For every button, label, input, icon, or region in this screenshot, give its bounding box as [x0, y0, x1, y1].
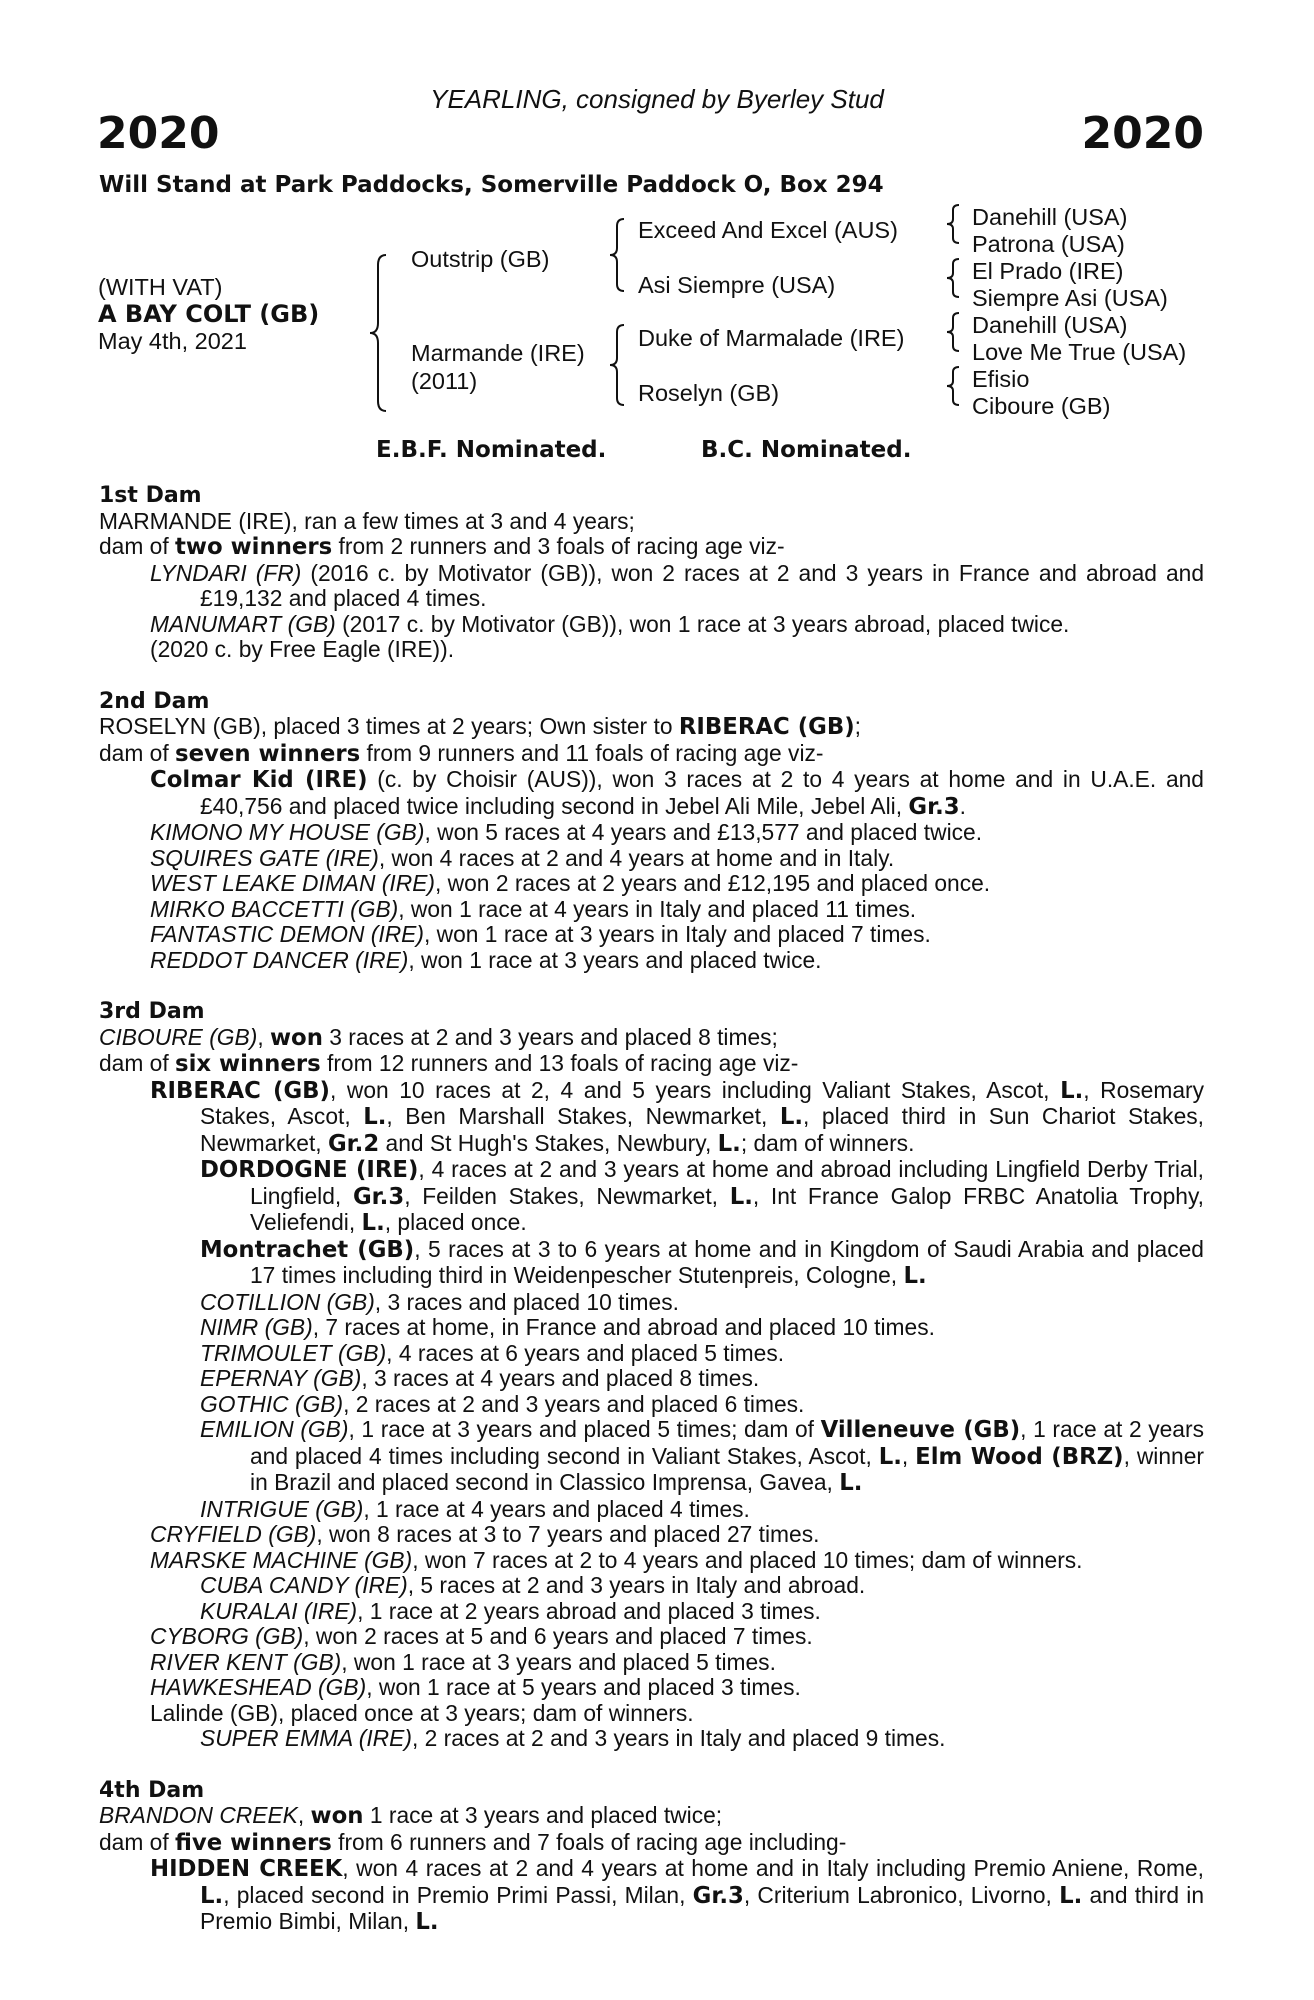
text: and third in Premio Bimbi, Milan, — [200, 1881, 1204, 1934]
dam-heading: 3rd Dam — [99, 999, 205, 1024]
italic-text: SQUIRES GATE (IRE) — [150, 844, 379, 871]
text: , Ben Marshall Stakes, Newmarket, — [386, 1103, 780, 1129]
pedigree-brace-g2 — [944, 257, 962, 299]
record-entry — [99, 1830, 1204, 1857]
sale-year-right: 2020 — [1081, 108, 1204, 159]
ancestor-6: Love Me True (USA) — [972, 339, 1187, 365]
stabling-location: Will Stand at Park Paddocks, Somerville Paddock O, Box 294 — [99, 172, 884, 198]
italic-text: GOTHIC (GB) — [200, 1390, 344, 1417]
text: from 9 runners and 11 foals of racing age viz- — [360, 739, 824, 766]
record-entry — [99, 767, 1204, 820]
italic-text: MARSKE MACHINE (GB) — [150, 1546, 413, 1573]
text: . — [959, 792, 966, 819]
bold-text: DORDOGNE (IRE) — [200, 1157, 419, 1183]
text: (c. by Choisir (AUS)), won 3 races at 2 to 4 years at home and in U.A.E. and £40,756 and placed twice including second in Jebel Ali Mile, Jebel Ali, — [200, 766, 1204, 819]
italic-text: HAWKESHEAD (GB) — [150, 1674, 367, 1700]
text: , 2 races at 2 and 3 years in Italy and placed 9 times. — [411, 1725, 946, 1751]
text: , 4 races at 2 and 3 years at home and abroad including Lingfield Derby Trial, Lingfield, — [250, 1156, 1204, 1209]
text: , — [257, 1023, 270, 1050]
text: , 1 race at 2 years abroad and placed 3 times. — [357, 1597, 821, 1624]
dam-heading: 1st Dam — [99, 483, 202, 508]
dam-dam: Roselyn (GB) — [638, 380, 780, 406]
text: , — [901, 1442, 916, 1469]
text: , won 2 races at 2 years and £12,195 and placed once. — [435, 870, 991, 896]
text: (2017 c. by Motivator (GB)), won 1 race at 3 years abroad, placed twice. — [335, 610, 1070, 637]
record-entry — [99, 1573, 1204, 1599]
record-entry — [99, 509, 1204, 535]
foaling-date: May 4th, 2021 — [98, 328, 247, 354]
text: , won 4 races at 2 and 4 years at home and in Italy. — [378, 844, 895, 871]
text: , 1 race at 2 years and placed 4 times including second in Valiant Stakes, Ascot, — [250, 1416, 1204, 1469]
bold-text: RIBERAC (GB) — [678, 714, 855, 740]
record-entry — [99, 741, 1204, 768]
record-entry — [99, 1726, 1204, 1752]
ancestor-5: Danehill (USA) — [972, 312, 1128, 338]
italic-text: NIMR (GB) — [200, 1314, 313, 1340]
ebf-nomination: E.B.F. Nominated. — [376, 437, 607, 463]
italic-text: CIBOURE (GB) — [99, 1023, 258, 1050]
ancestor-3: El Prado (IRE) — [972, 258, 1124, 284]
text: and St Hugh's Stakes, Newbury, — [379, 1129, 718, 1156]
produce-record — [99, 483, 1204, 1936]
vat-note: (WITH VAT) — [98, 274, 223, 300]
bold-text: Montrachet (GB) — [200, 1236, 415, 1263]
dam-sire: Duke of Marmalade (IRE) — [638, 325, 905, 351]
bold-text: RIBERAC (GB) — [150, 1077, 330, 1104]
record-entry — [99, 534, 1204, 561]
bold-text: L. — [415, 1909, 439, 1935]
record-entry — [99, 561, 1204, 612]
record-entry — [99, 897, 1204, 923]
text: , Criterium Labronico, Livorno, — [743, 1881, 1060, 1908]
record-entry — [99, 1417, 1204, 1497]
ancestor-2: Patrona (USA) — [972, 231, 1125, 257]
bold-text: L. — [729, 1183, 753, 1210]
text: , won 1 race at 3 years in Italy and placed 7 times. — [423, 921, 931, 947]
bold-text: six winners — [175, 1051, 321, 1077]
text: 3 races at 2 and 3 years and placed 8 times; — [322, 1023, 778, 1050]
consignor-line: YEARLING, consigned by Byerley Stud — [430, 84, 884, 114]
text: , won 1 race at 4 years in Italy and placed 11 times. — [398, 895, 917, 922]
bold-text: Elm Wood (BRZ) — [915, 1443, 1124, 1470]
pedigree-brace-main — [365, 253, 391, 413]
record-entry — [99, 1522, 1204, 1548]
bold-text: L. — [361, 1210, 385, 1236]
text: from 12 runners and 13 foals of racing age viz- — [320, 1050, 799, 1076]
record-entry — [99, 1624, 1204, 1650]
italic-text: LYNDARI (FR) — [150, 559, 302, 586]
text: dam of — [99, 1828, 176, 1855]
italic-text: CYBORG (GB) — [150, 1623, 304, 1649]
pedigree-brace-dam — [606, 323, 628, 407]
dam-year: (2011) — [411, 368, 478, 394]
record-entry — [99, 612, 1204, 638]
sire-dam: Asi Siempre (USA) — [638, 272, 836, 298]
text: , placed once. — [384, 1209, 527, 1235]
record-entry — [99, 1548, 1204, 1574]
bold-text: Colmar Kid (IRE) — [150, 767, 368, 793]
text: from 6 runners and 7 foals of racing age including- — [331, 1828, 847, 1855]
ancestor-8: Ciboure (GB) — [972, 393, 1111, 419]
bold-text: L. — [903, 1263, 927, 1289]
record-entry — [99, 1650, 1204, 1676]
dam-heading: 4th Dam — [99, 1777, 205, 1803]
sire: Outstrip (GB) — [411, 246, 550, 272]
record-entry — [99, 1599, 1204, 1625]
text: , Rosemary Stakes, Ascot, — [200, 1076, 1204, 1129]
record-entry — [99, 1497, 1204, 1523]
bold-text: HIDDEN CREEK — [150, 1856, 343, 1882]
text: , 3 races and placed 10 times. — [374, 1288, 679, 1315]
italic-text: BRANDON CREEK — [99, 1802, 298, 1828]
record-entry — [99, 1701, 1204, 1727]
italic-text: EMILION (GB) — [200, 1416, 349, 1442]
bold-text: L. — [878, 1443, 902, 1470]
record-entry — [99, 1392, 1204, 1418]
text: dam of — [99, 739, 176, 766]
bold-text: won — [270, 1024, 323, 1051]
text: dam of — [99, 533, 176, 559]
dam-section — [99, 689, 1204, 974]
record-entry — [99, 714, 1204, 741]
italic-text: SUPER EMMA (IRE) — [200, 1725, 412, 1751]
text: , 5 races at 2 and 3 years in Italy and abroad. — [407, 1572, 866, 1598]
bold-text: Villeneuve (GB) — [820, 1417, 1021, 1443]
bold-text: Gr.3 — [352, 1183, 405, 1210]
text: from 2 runners and 3 foals of racing age viz- — [332, 533, 785, 559]
bold-text: won — [310, 1803, 364, 1829]
pedigree-brace-g4 — [944, 365, 962, 407]
record-entry — [99, 1856, 1204, 1936]
record-entry — [99, 846, 1204, 872]
record-entry — [99, 1157, 1204, 1237]
bold-text: two winners — [175, 534, 333, 560]
italic-text: KIMONO MY HOUSE (GB) — [150, 819, 425, 845]
text: , 2 races at 2 and 3 years and placed 6 times. — [343, 1390, 805, 1417]
italic-text: TRIMOULET (GB) — [200, 1339, 387, 1366]
italic-text: EPERNAY (GB) — [200, 1365, 362, 1391]
ancestor-1: Danehill (USA) — [972, 204, 1128, 230]
bold-text: L. — [717, 1130, 741, 1157]
italic-text: KURALAI (IRE) — [200, 1597, 358, 1624]
text: , won 8 races at 3 to 7 years and placed 27 times. — [316, 1521, 820, 1547]
text: , 1 race at 3 years and placed 5 times; dam of — [348, 1416, 821, 1442]
bold-text: L. — [839, 1470, 863, 1496]
text: dam of — [99, 1050, 176, 1076]
pedigree-brace-sire — [606, 217, 628, 293]
bold-text: Gr.3 — [692, 1882, 744, 1909]
record-entry — [99, 637, 1204, 663]
text: , won 4 races at 2 and 4 years at home and in Italy including Premio Aniene, Rome, — [342, 1855, 1204, 1881]
record-entry — [99, 1237, 1204, 1290]
bold-text: L. — [1059, 1882, 1083, 1909]
text: , Int France Galop FRBC Anatolia Trophy, Veliefendi, — [250, 1182, 1204, 1235]
text: , won 7 races at 2 to 4 years and placed 10 times; dam of winners. — [412, 1546, 1083, 1573]
italic-text: MIRKO BACCETTI (GB) — [150, 895, 399, 922]
dam-section — [99, 999, 1204, 1752]
dam-heading: 2nd Dam — [99, 688, 210, 714]
text: , winner in Brazil and placed second in Classico Imprensa, Gavea, — [250, 1442, 1204, 1495]
record-entry — [99, 1078, 1204, 1158]
text: ; — [854, 713, 861, 739]
record-entry — [99, 1025, 1204, 1052]
text: , 1 race at 4 years and placed 4 times. — [363, 1495, 750, 1522]
text: , won 5 races at 4 years and £13,577 and placed twice. — [424, 819, 983, 845]
record-entry — [99, 1290, 1204, 1316]
italic-text: REDDOT DANCER (IRE) — [150, 946, 409, 973]
sire-sire: Exceed And Excel (AUS) — [638, 217, 898, 243]
ancestor-7: Efisio — [972, 366, 1030, 392]
italic-text: MANUMART (GB) — [150, 610, 336, 637]
record-entry — [99, 1366, 1204, 1392]
text: 1 race at 3 years and placed twice; — [363, 1802, 723, 1828]
bold-text: L. — [779, 1104, 804, 1130]
text: , won 10 races at 2, 4 and 5 years including Valiant Stakes, Ascot, — [329, 1076, 1061, 1103]
italic-text: INTRIGUE (GB) — [200, 1495, 364, 1522]
text: , 3 races at 4 years and placed 8 times. — [361, 1365, 760, 1391]
italic-text: RIVER KENT (GB) — [150, 1648, 342, 1675]
text: (2020 c. by Free Eagle (IRE)). — [150, 636, 455, 662]
text: , 7 races at home, in France and abroad and placed 10 times. — [312, 1314, 935, 1340]
italic-text: FANTASTIC DEMON (IRE) — [150, 921, 424, 947]
bold-text: L. — [200, 1882, 224, 1909]
record-entry — [99, 948, 1204, 974]
bc-nomination: B.C. Nominated. — [701, 437, 912, 463]
record-entry — [99, 1315, 1204, 1341]
record-entry — [99, 871, 1204, 897]
italic-text: CUBA CANDY (IRE) — [200, 1572, 408, 1598]
record-entry — [99, 820, 1204, 846]
text: MARMANDE (IRE), ran a few times at 3 and 4 years; — [99, 507, 635, 534]
bold-text: seven winners — [175, 740, 361, 767]
record-entry — [99, 922, 1204, 948]
record-entry — [99, 1803, 1204, 1830]
text: , 5 races at 3 to 6 years at home and in Kingdom of Saudi Arabia and placed 17 times including third in Weidenpescher Stutenpreis, Cologne, — [250, 1235, 1204, 1288]
text: Lalinde (GB), placed once at 3 years; dam of winners. — [150, 1699, 694, 1726]
text: ; dam of winners. — [740, 1129, 915, 1156]
text: , Feilden Stakes, Newmarket, — [404, 1182, 730, 1209]
italic-text: WEST LEAKE DIMAN (IRE) — [150, 870, 435, 896]
text: (2016 c. by Motivator (GB)), won 2 races at 2 and 3 years in France and abroad and £19,132 and placed 4 times. — [200, 559, 1204, 611]
text: , — [297, 1802, 311, 1828]
record-entry — [99, 1675, 1204, 1701]
sale-year-left: 2020 — [97, 108, 220, 159]
text: , 4 races at 6 years and placed 5 times. — [386, 1339, 785, 1366]
dam-section — [99, 1778, 1204, 1936]
dam-section — [99, 483, 1204, 663]
text: , won 1 race at 5 years and placed 3 times. — [366, 1674, 801, 1700]
ancestor-4: Siempre Asi (USA) — [972, 285, 1168, 311]
italic-text: CRYFIELD (GB) — [150, 1521, 317, 1547]
text: , won 2 races at 5 and 6 years and placed 7 times. — [303, 1623, 813, 1649]
bold-text: L. — [363, 1104, 387, 1130]
text: ROSELYN (GB), placed 3 times at 2 years; Own sister to — [99, 713, 679, 739]
text: , won 1 race at 3 years and placed 5 times. — [341, 1648, 776, 1675]
text: , placed third in Sun Chariot Stakes, Newmarket, — [200, 1103, 1204, 1156]
italic-text: COTILLION (GB) — [200, 1288, 375, 1315]
text: , placed second in Premio Primi Passi, Milan, — [223, 1881, 693, 1908]
text: , won 1 race at 3 years and placed twice. — [408, 946, 822, 973]
bold-text: L. — [1060, 1077, 1084, 1104]
record-entry — [99, 1051, 1204, 1078]
dam: Marmande (IRE) — [411, 340, 585, 366]
lot-name: A BAY COLT (GB) — [98, 300, 320, 328]
pedigree-brace-g1 — [944, 203, 962, 245]
pedigree-brace-g3 — [944, 311, 962, 353]
bold-text: Gr.3 — [908, 793, 960, 820]
record-entry — [99, 1341, 1204, 1367]
bold-text: Gr.2 — [327, 1130, 380, 1157]
bold-text: five winners — [175, 1829, 332, 1856]
